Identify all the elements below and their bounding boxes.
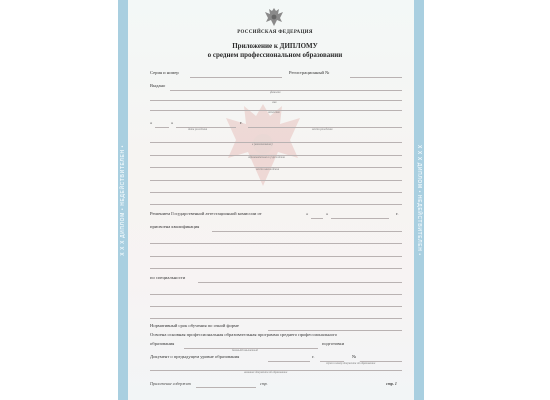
series-number-line (190, 77, 282, 78)
birth-date-prefix: « (150, 120, 153, 125)
left-strip-text: Х Х Х ДИПЛОМ • НЕДЕЙСТВИТЕЛЕН • (120, 144, 126, 256)
diploma-appendix-sheet (118, 0, 424, 400)
registration-number-label: Регистрационный № (289, 70, 330, 75)
normative-term-line (268, 330, 402, 331)
birth-date-quote: » (171, 120, 174, 125)
registration-number-line (350, 77, 402, 78)
birthplace-caption: место рождения (312, 128, 333, 131)
qualification-label: присвоена квалификация (150, 224, 200, 229)
institution-line-1 (150, 142, 402, 143)
blank-line-1 (150, 180, 402, 181)
prior-document-year-line (268, 361, 310, 362)
commission-month-line (331, 218, 389, 219)
prior-document-number-sign: № (352, 354, 357, 359)
training-level-label: подготовки (322, 341, 345, 346)
patronymic-caption: отчество (268, 111, 280, 114)
name-caption: имя (272, 101, 277, 104)
document-title: Приложение к ДИПЛОМУ (232, 42, 318, 50)
country-header: РОССИЙСКАЯ ФЕДЕРАЦИЯ (237, 30, 313, 35)
blank-line-2 (150, 192, 402, 193)
surname-caption: фамилия (270, 91, 281, 94)
qualification-line-3 (150, 256, 402, 257)
qualification-line-4 (150, 268, 402, 269)
specialty-line-2 (150, 294, 402, 295)
prior-document-label: Документ о предыдущем уровне образования (150, 354, 240, 359)
prior-document-year-suffix: г. (312, 354, 315, 359)
footer-pages-unit: стр. (260, 381, 268, 386)
series-num-caption: серия и номер документа об образовании (326, 362, 376, 365)
coat-of-arms-icon (262, 6, 286, 28)
institution-name-caption: образовательного учреждения (248, 156, 285, 159)
qualification-line-2 (150, 243, 402, 244)
normative-term-label: Нормативный срок обучения по очной форме (150, 323, 239, 328)
series-number-label: Серия и номер (150, 70, 179, 75)
specialty-line-1 (198, 282, 402, 283)
location-caption: место нахождения (256, 168, 280, 171)
specialty-label: по специальности (150, 275, 186, 280)
state-commission-label: Решением Государственной аттестационной комиссии от (150, 211, 262, 216)
commission-day-line (311, 218, 323, 219)
blank-line-3 (150, 204, 402, 205)
birthday-caption: дата рождения (188, 128, 208, 131)
commission-year-suffix: г. (396, 211, 399, 216)
commission-date-close: » (326, 211, 329, 216)
doc-name-caption: название документа об образовании (244, 371, 288, 374)
birth-year-suffix: г. (240, 120, 243, 125)
footer-pages-line (196, 387, 256, 388)
footer-page-number: стр. 1 (386, 381, 397, 386)
specialty-line-4 (150, 318, 402, 319)
program-mastered-label: Освоена основная профессиональная образовательная программа среднего профессионального (150, 332, 338, 337)
qualification-line-1 (212, 231, 402, 232)
footer-contains-label: Приложение содержит (150, 381, 191, 386)
specialty-line-3 (150, 306, 402, 307)
education-level-label: образования (150, 341, 175, 346)
institution-caption: в (наименование) (252, 143, 273, 146)
issued-to-line (170, 90, 402, 91)
birth-day-line (155, 127, 169, 128)
commission-date-open: « (306, 211, 309, 216)
right-strip-text: Х Х Х ДИПЛОМ • НЕДЕЙСТВИТЕЛЕН • (416, 144, 422, 256)
document-subtitle: о среднем профессиональном образовании (207, 51, 343, 59)
issued-to-label: Выдано (150, 83, 166, 88)
base-level-caption: базовый/повышенный (232, 349, 258, 352)
